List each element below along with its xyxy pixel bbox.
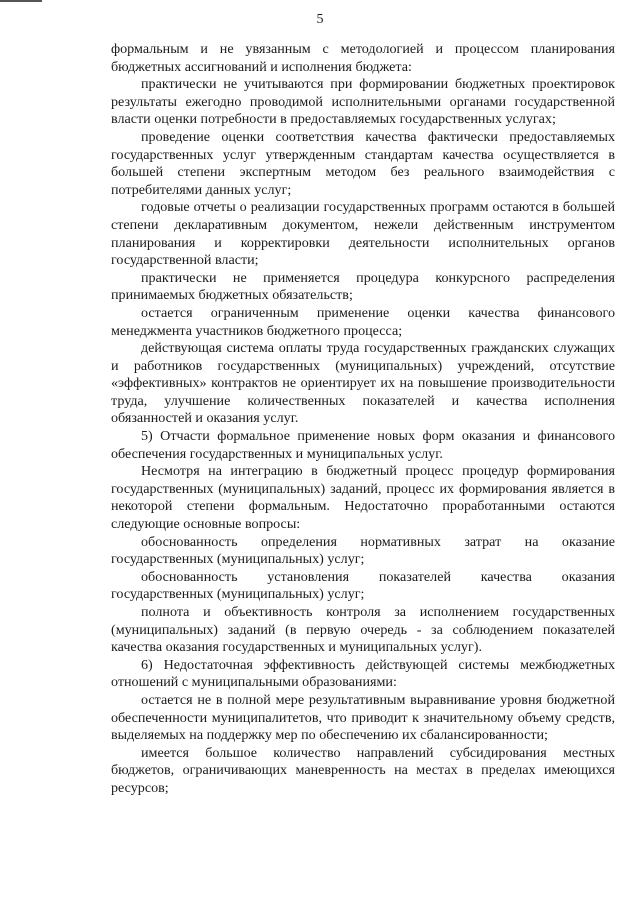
scan-corner-mark bbox=[0, 0, 42, 2]
paragraph-subsidies: имеется большое количество направлений субсидирования местных бюджетов, ограничивающих маневренность на местах в пределах имеющихся ресурсов; bbox=[111, 744, 615, 796]
paragraph-financial-management: остается ограниченным применение оценки качества финансового менеджмента участников бюджетного процесса; bbox=[111, 304, 615, 339]
document-body bbox=[111, 41, 615, 798]
page-number: 5 bbox=[316, 12, 324, 27]
paragraph-section-5-heading: 5) Отчасти формальное применение новых форм оказания и финансового обеспечения государственных и муниципальных услуг. bbox=[111, 428, 615, 462]
paragraph-continuation: формальным и не увязанным с методологией и процессом планирования бюджетных ассигнований и исполнения бюджета: bbox=[111, 41, 615, 75]
paragraph-competitive-allocation: практически не применяется процедура конкурсного распределения принимаемых бюджетных обязательств; bbox=[111, 269, 615, 304]
paragraph-section-6-heading: 6) Недостаточная эффективность действующей системы межбюджетных отношений с муниципальными образованиями: bbox=[111, 656, 615, 691]
paragraph-annual-reports: годовые отчеты о реализации государственных программ остаются в большей степени декларативным документом, нежели действенным инструментом планирования и корректировки деятельности исполнительных органов государственной власти; bbox=[111, 199, 615, 269]
paragraph-quality-assessment: проведение оценки соответствия качества фактически предоставляемых государственных услуг утвержденным стандартам качества осуществляется в большей степени экспертным методом без реального взаимодействия с потребителями данных услуг; bbox=[111, 128, 615, 198]
paragraph-pay-system: действующая система оплаты труда государственных гражданских служащих и работников государственных (муниципальных) учреждений, отсутствие «эффективных» контрактов не ориентирует их на повышение производительности труда, улучшение количественных показателей и качества исполнения обязанностей и оказания услуг. bbox=[111, 340, 615, 427]
paragraph-equalization: остается не в полной мере результативным выравнивание уровня бюджетной обеспеченности муниципалитетов, что приводит к значительному объему средств, выделяемых на поддержку мер по обеспечению их сбалансированности; bbox=[111, 691, 615, 744]
paragraph-normative-costs: обоснованность определения нормативных затрат на оказание государственных (муниципальных) услуг; bbox=[111, 533, 615, 568]
paragraph-quality-indicators: обоснованность установления показателей качества оказания государственных (муниципальных) услуг; bbox=[111, 568, 615, 603]
paragraph-budget-planning: практически не учитываются при формировании бюджетных проектировок результаты ежегодно проводимой исполнительными органами государственной власти оценки потребности в предоставляемых государственных услугах; bbox=[111, 76, 615, 128]
paragraph-control: полнота и объективность контроля за исполнением государственных (муниципальных) заданий (в первую очередь - за соблюдением показателей качества оказания государственных и муниципальных услуг). bbox=[111, 604, 615, 656]
paragraph-state-assignments: Несмотря на интеграцию в бюджетный процесс процедур формирования государственных (муниципальных) заданий, процесс их формирования является в некоторой степени формальным. Недостаточно проработанными остаются следующие основные вопросы: bbox=[111, 463, 615, 533]
